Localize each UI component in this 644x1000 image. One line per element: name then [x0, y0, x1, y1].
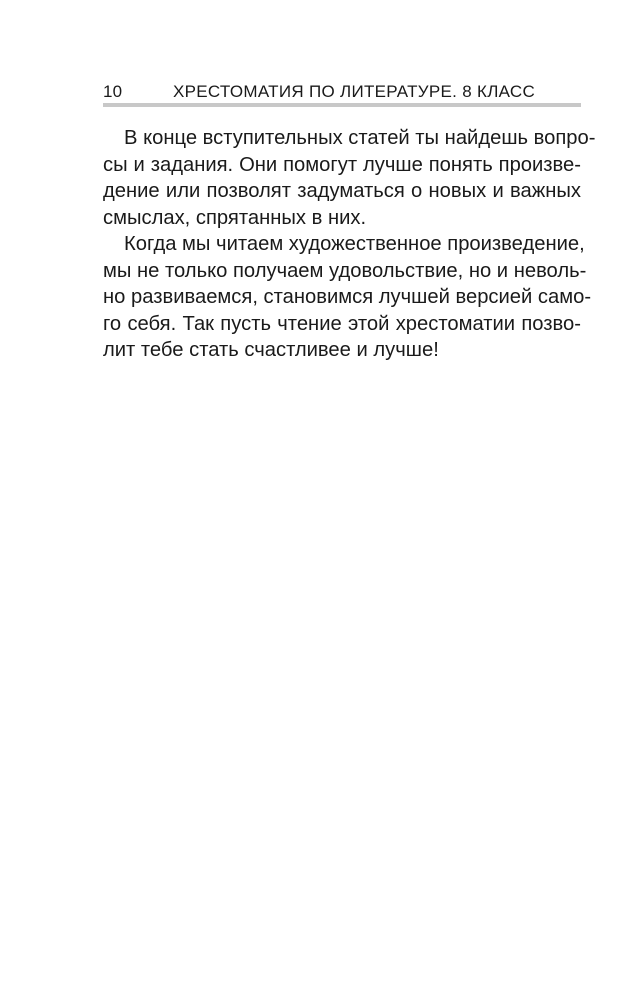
header-rule [103, 103, 581, 107]
text-line: дение или позволят задуматься о новых и важных [103, 180, 581, 202]
running-title: ХРЕСТОМАТИЯ ПО ЛИТЕРАТУРЕ. 8 КЛАСС [173, 82, 536, 101]
text-line: но развиваемся, становимся лучшей версией само- [103, 286, 592, 308]
text-line: Когда мы читаем художественное произведение, [124, 233, 585, 255]
text-line: мы не только получаем удовольствие, но и неволь- [103, 259, 587, 282]
paragraph-2 [103, 231, 592, 364]
page-number: 10 [103, 82, 123, 101]
text-line: В конце вступительных статей ты найдешь вопро- [124, 127, 596, 149]
running-head [103, 78, 581, 104]
text-line: смыслах, спрятанных в них. [103, 206, 367, 229]
paragraph-1 [103, 125, 596, 231]
text-line: лит тебе стать счастливее и лучше! [103, 339, 439, 361]
text-line: сы и задания. Они помогут лучше понять произве- [103, 153, 581, 176]
text-line: го себя. Так пусть чтение этой хрестоматии позво- [103, 312, 581, 335]
body-text [103, 125, 596, 364]
